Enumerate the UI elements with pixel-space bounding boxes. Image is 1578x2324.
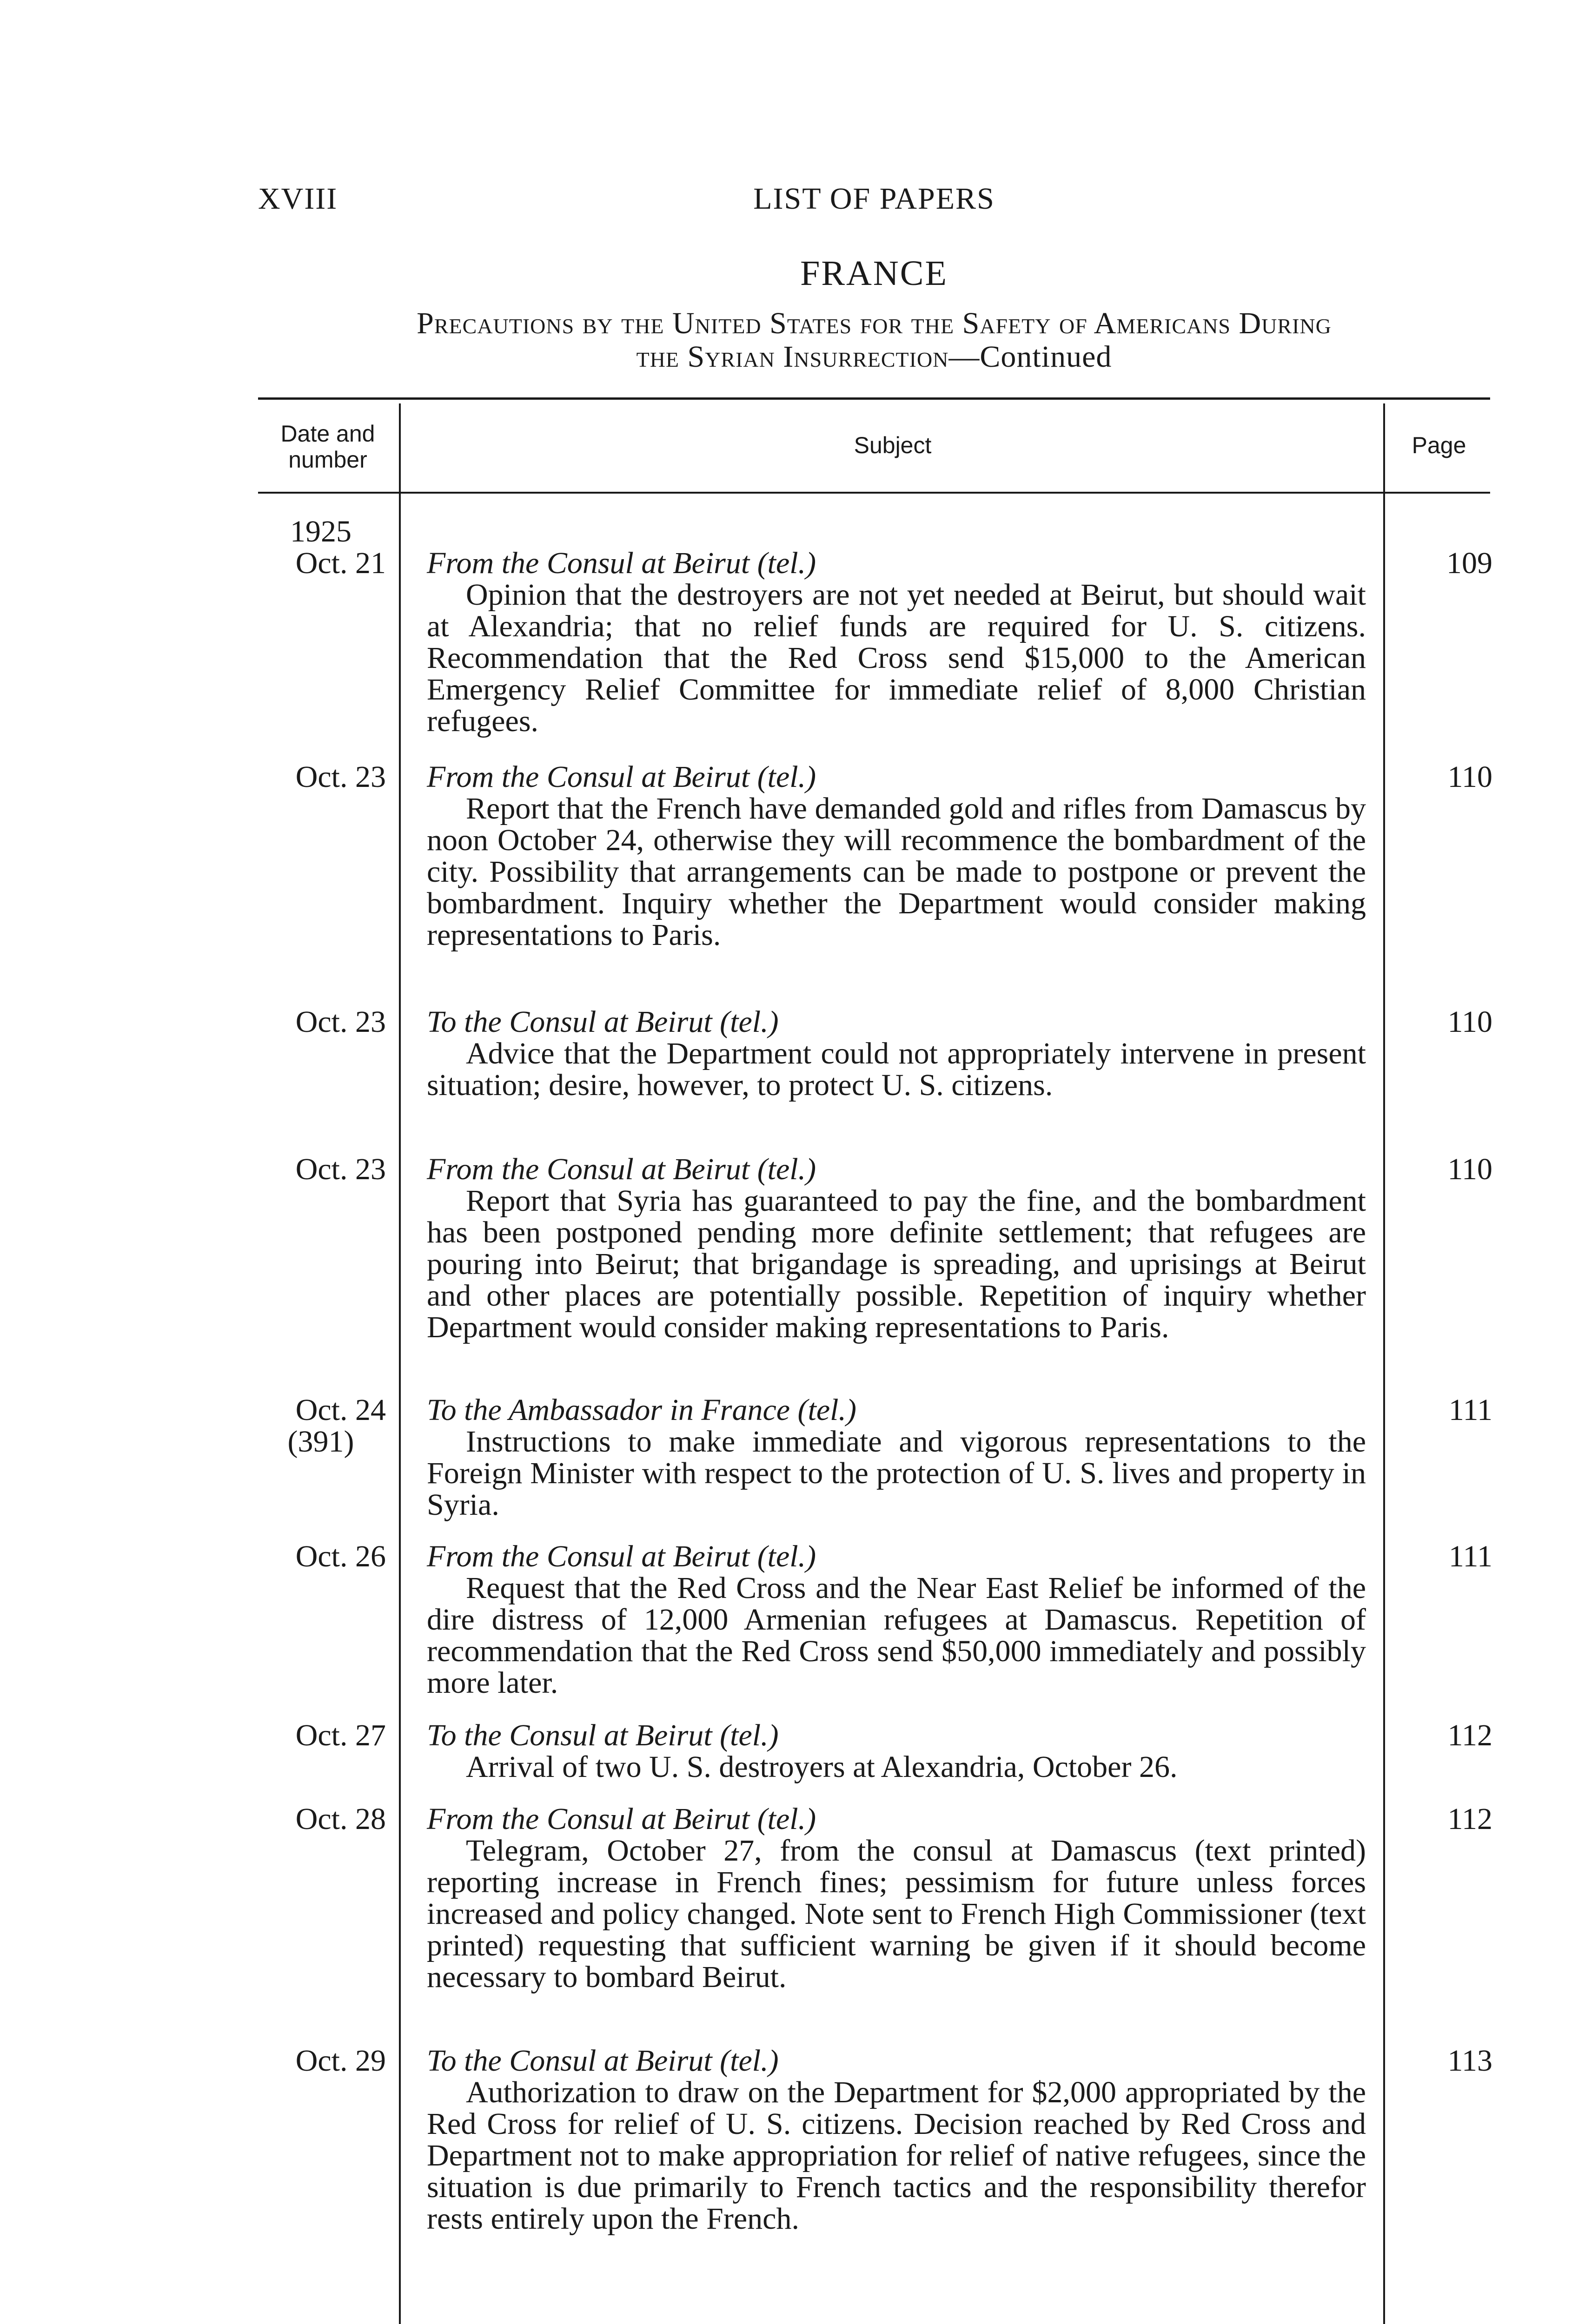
entry-page-ref: 110 [1447,1005,1492,1039]
entry-summary: Instructions to make immediate and vigorous representations to the Foreign Minister with respect to the protection of U. S. lives and property in Syria. [427,1425,1366,1522]
entry-subject-cell [427,2045,1366,2235]
entry-heading: From the Consul at Beirut (tel.) [427,1539,816,1573]
entry-date-cell [246,1720,386,1751]
entry-date-cell [246,1803,386,1835]
entry-page-ref: 113 [1447,2044,1492,2078]
entry-subject-cell [427,1541,1366,1699]
entry-subject-cell [427,548,1366,737]
running-head-title: LIST OF PAPERS [753,182,995,216]
entry-date: Oct. 23 [295,760,386,794]
column-header-subject: Subject [854,432,932,458]
entry-summary: Authorization to draw on the Department for $2,000 appropriated by the Red Cross for relief of U. S. citizens. Decision reached by Red Cross and Department not to make appropriation for relief of native refugees, since the situation is due primarily to French tactics and the responsibility therefor rests entirely upon the French. [427,2075,1366,2236]
entry-date-cell [246,1541,386,1572]
entry-date: Oct. 29 [295,2044,386,2078]
entry-summary: Request that the Red Cross and the Near East Relief be informed of the dire distress of 12,000 Armenian refugees at Damascus. Repetition of recommendation that the Red Cross send $50,000 immediately and possibly more later. [427,1571,1366,1700]
entry-date: Oct. 21 [295,546,386,580]
entry-heading: From the Consul at Beirut (tel.) [427,1802,816,1836]
entry-date: Oct. 23 [295,1005,386,1039]
entry-subject-cell [427,1720,1366,1783]
entry-subject-cell [427,1394,1366,1521]
entry-summary: Report that Syria has guaranteed to pay the fine, and the bombardment has been postponed pending more definite settlement; that refugees are pouring into Beirut; that brigandage is spreading, and uprisings at Beirut and other places are potentially possible. Repetition of inquiry whether Department would consider making representations to Paris. [427,1184,1366,1344]
entry-summary: Arrival of two U. S. destroyers at Alexandria, October 26. [466,1750,1178,1784]
entry-page-ref: 110 [1447,1152,1492,1186]
entry-date-cell [246,1006,386,1038]
entry-date-cell [246,1154,386,1185]
entry-page-ref: 110 [1447,760,1492,794]
entry-heading: To the Consul at Beirut (tel.) [427,1005,779,1039]
entry-date-cell [246,516,386,579]
entry-heading: To the Ambassador in France (tel.) [427,1393,856,1427]
entry-year: 1925 [290,515,351,548]
entry-subject-cell [427,1803,1366,1993]
entry-heading: From the Consul at Beirut (tel.) [427,1152,816,1186]
entry-page-ref: 109 [1446,546,1492,580]
entry-heading: To the Consul at Beirut (tel.) [427,1718,779,1752]
entry-page-ref: 112 [1447,1802,1492,1836]
entry-page-ref: 111 [1448,1539,1492,1573]
entry-summary: Opinion that the destroyers are not yet needed at Beirut, but should wait at Alexandria; that no relief funds are required for U. S. citizens. Recommendation that the Red Cross send $15,000 to the American Emergency Relief Committee for immediate relief of 8,000 Christian refugees. [427,578,1366,738]
entry-date: Oct. 26 [295,1539,386,1573]
entry-subject-cell [427,1154,1366,1343]
column-header-page: Page [1412,432,1466,458]
entry-heading: From the Consul at Beirut (tel.) [427,546,816,580]
entry-subject-cell [427,1006,1366,1101]
entry-summary: Telegram, October 27, from the consul at Damascus (text printed) reporting increase in French fines; pessimism for future unless forces increased and policy changed. Note sent to French High Commissioner (text printed) requesting that sufficient warning be given if it should become necessary to bombard Beirut. [427,1834,1366,1994]
entry-heading: To the Consul at Beirut (tel.) [427,2044,779,2078]
entry-date: Oct. 23 [295,1152,386,1186]
entry-date-cell [246,2045,386,2077]
entry-date: Oct. 27 [295,1718,386,1752]
entry-page-ref: 111 [1448,1393,1492,1427]
entry-page-ref: 112 [1447,1718,1492,1752]
entry-summary: Advice that the Department could not appropriately intervene in present situation; desire, however, to protect U. S. citizens. [427,1037,1366,1102]
subtitle-line-2-smallcaps: the Syrian Insurrection [636,340,949,374]
entry-date-cell [246,761,386,793]
entry-date-cell [246,1394,386,1458]
entry-summary: Report that the French have demanded gold and rifles from Damascus by noon October 24, otherwise they will recommence the bombardment of the city. Possibility that arrangements can be made to postpone or prevent the bombardment. Inquiry whether the Department would consider making representations to Paris. [427,792,1366,952]
page-number: XVIII [258,182,338,216]
subtitle-line-2-continued: —Continued [948,340,1112,374]
entry-date: Oct. 24 [295,1393,386,1427]
column-header-date: Date and number [280,421,375,473]
section-title: FRANCE [800,254,948,293]
subtitle-line-1: Precautions by the United States for the Safety of Americans During [417,306,1332,340]
entry-number: (391) [287,1425,354,1459]
entry-subject-cell [427,761,1366,951]
entry-heading: From the Consul at Beirut (tel.) [427,760,816,794]
entry-date: Oct. 28 [295,1802,386,1836]
